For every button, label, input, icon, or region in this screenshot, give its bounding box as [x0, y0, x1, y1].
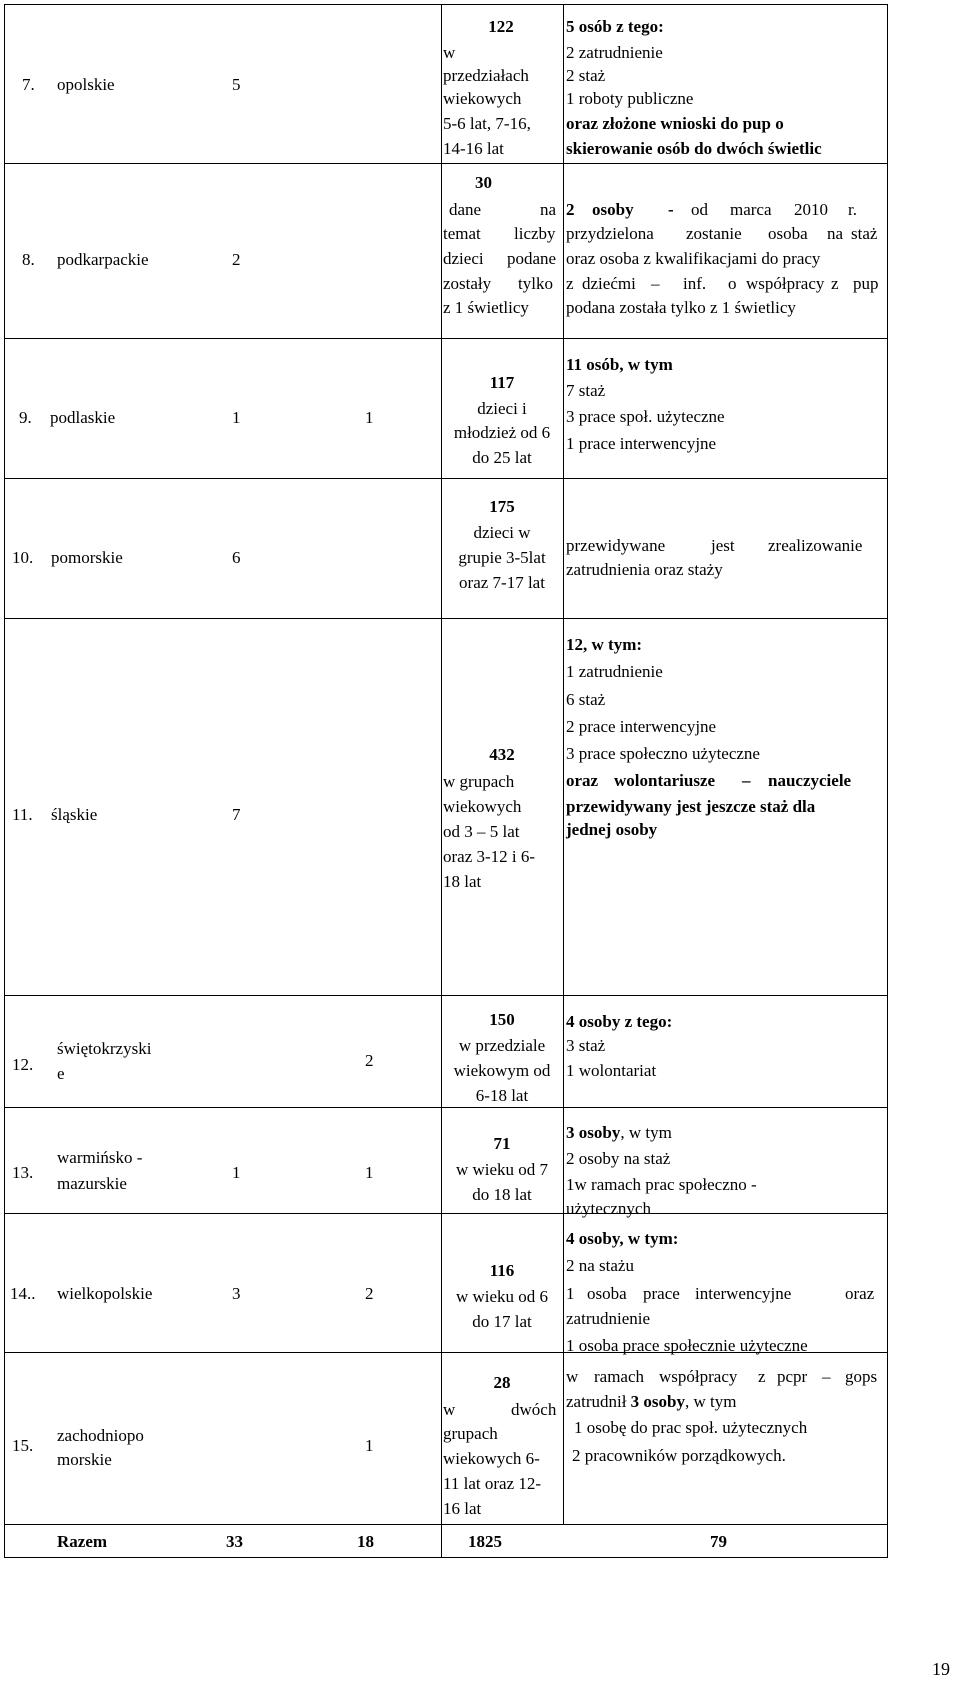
- children-desc-word: dane: [449, 200, 482, 219]
- children-count: 122: [488, 17, 514, 36]
- effects-word: od: [691, 200, 708, 219]
- children-desc: do 17 lat: [472, 1312, 532, 1331]
- children-desc-word: na: [540, 200, 557, 219]
- effects-line: 3 prace społeczno użyteczne: [566, 744, 760, 763]
- effects-word: współpracy: [746, 274, 825, 293]
- effects-line: [566, 1120, 672, 1146]
- children-count: 117: [489, 373, 515, 392]
- total-children: 1825: [468, 1532, 502, 1551]
- effects-word: zrealizowanie: [768, 536, 863, 555]
- children-desc: 18 lat: [443, 872, 482, 891]
- children-desc: wiekowych: [443, 89, 522, 108]
- effects-word: 2010: [794, 200, 828, 219]
- count-col4: 1: [365, 408, 374, 427]
- children-desc: młodzież od 6: [453, 423, 551, 442]
- count-col3: 3: [232, 1284, 241, 1303]
- effects-word: przewidywane: [566, 536, 666, 555]
- voivodeship-name: podkarpackie: [57, 250, 149, 269]
- col-border: [4, 4, 5, 1558]
- children-desc-word: tylko: [518, 274, 553, 293]
- effects-line: 6 staż: [566, 690, 606, 709]
- effects-word: prace: [643, 1284, 680, 1303]
- effects-word: zostanie: [686, 224, 742, 243]
- count-col4: 2: [365, 1051, 374, 1070]
- children-desc: wiekowym od: [453, 1061, 551, 1080]
- children-desc-word: temat: [443, 224, 481, 243]
- effects-line: 2 osoby na staż: [566, 1149, 671, 1168]
- effects-line: 4 osoby, w tym:: [566, 1229, 679, 1248]
- children-desc: 5-6 lat, 7-16,: [443, 114, 531, 133]
- effects-word: inf.: [683, 274, 707, 293]
- children-desc: przedziałach: [443, 66, 529, 85]
- effects-word: jest: [711, 536, 735, 555]
- children-desc-word: liczby: [514, 224, 556, 243]
- col-border: [887, 4, 888, 1558]
- voivodeship-name: e: [57, 1064, 65, 1083]
- effects-line: 3 staż: [566, 1036, 606, 1055]
- total-col3: 33: [226, 1532, 243, 1551]
- children-desc: do 18 lat: [472, 1185, 532, 1204]
- effects-word: z: [566, 274, 574, 293]
- children-count: 116: [489, 1261, 515, 1280]
- row-number: 11.: [12, 805, 33, 824]
- voivodeship-name: świętokrzyski: [57, 1039, 152, 1058]
- row-number: 7.: [22, 75, 35, 94]
- children-desc: wiekowych 6-: [443, 1449, 540, 1468]
- children-desc: grupach: [443, 1424, 498, 1443]
- row-number: 10.: [12, 548, 34, 567]
- children-desc: w wieku od 7: [455, 1160, 549, 1179]
- children-desc: w: [443, 43, 456, 62]
- count-col4: 1: [365, 1436, 374, 1455]
- effects-line: 2 prace interwencyjne: [566, 717, 717, 736]
- children-desc: w grupach: [443, 772, 515, 791]
- row-border: [4, 1524, 888, 1525]
- effects-word: osoby: [592, 200, 634, 219]
- children-desc: wiekowych: [443, 797, 522, 816]
- effects-word: osoba: [587, 1284, 627, 1303]
- effects-word: współpracy: [659, 1367, 738, 1386]
- count-col3: 6: [232, 548, 241, 567]
- effects-line: zatrudnienia oraz staży: [566, 560, 723, 579]
- children-desc: 6-18 lat: [475, 1086, 529, 1105]
- row-number: 9.: [19, 408, 32, 427]
- effects-word: -: [668, 200, 674, 219]
- effects-line: 4 osoby z tego:: [566, 1012, 673, 1031]
- effects-word: pup: [853, 274, 879, 293]
- effects-rest: zatrudnił: [566, 1392, 631, 1411]
- row-border: [4, 618, 888, 619]
- children-desc: grupie 3-5lat: [458, 548, 546, 567]
- children-desc-word: dzieci: [443, 249, 484, 268]
- row-number: 14..: [10, 1284, 36, 1303]
- children-count: 432: [489, 745, 515, 764]
- row-border: [4, 1213, 888, 1214]
- effects-line: 2 na stażu: [566, 1256, 634, 1275]
- effects-line: 1 zatrudnienie: [566, 662, 663, 681]
- children-desc: w przedziale: [458, 1036, 546, 1055]
- children-desc: 16 lat: [443, 1499, 482, 1518]
- effects-word: interwencyjne: [695, 1284, 792, 1303]
- children-desc: dzieci w: [473, 523, 531, 542]
- row-border: [4, 4, 888, 5]
- children-desc: dzieci i: [477, 399, 527, 418]
- effects-line: 1w ramach prac społeczno -: [566, 1175, 757, 1194]
- count-col3: 7: [232, 805, 241, 824]
- voivodeship-name: opolskie: [57, 75, 115, 94]
- effects-word: oraz: [566, 771, 599, 790]
- effects-line: przewidywany jest jeszcze staż dla: [566, 797, 816, 816]
- row-border: [4, 1557, 888, 1558]
- effects-line: 2 staż: [566, 66, 606, 85]
- effects-word: nauczyciele: [768, 771, 852, 790]
- children-desc: w wieku od 6: [455, 1287, 549, 1306]
- children-desc-word: podane: [507, 249, 557, 268]
- effects-word: przydzielona: [566, 224, 654, 243]
- effects-word: z: [758, 1367, 766, 1386]
- effects-line: oraz osoba z kwalifikacjami do pracy: [566, 249, 821, 268]
- total-label: Razem: [57, 1532, 108, 1551]
- effects-word: pcpr: [777, 1367, 808, 1386]
- children-count: 28: [493, 1373, 511, 1392]
- effects-line: jednej osoby: [566, 820, 658, 839]
- effects-word: –: [822, 1367, 831, 1386]
- voivodeship-name: morskie: [57, 1450, 112, 1469]
- effects-bold: 3 osoby: [630, 1392, 685, 1411]
- effects-word: osoba: [768, 224, 808, 243]
- voivodeship-name: podlaskie: [50, 408, 116, 427]
- row-number: 15.: [12, 1436, 34, 1455]
- total-effects: 79: [710, 1532, 727, 1551]
- effects-word: staż: [851, 224, 878, 243]
- voivodeship-name: śląskie: [51, 805, 98, 824]
- effects-word: 2: [566, 200, 575, 219]
- voivodeship-name: wielkopolskie: [57, 1284, 153, 1303]
- children-desc: 11 lat oraz 12-: [443, 1474, 542, 1493]
- count-col4: 1: [365, 1163, 374, 1182]
- effects-word: oraz: [845, 1284, 875, 1303]
- effects-word: dziećmi: [582, 274, 636, 293]
- effects-line: 1 roboty publiczne: [566, 89, 694, 108]
- effects-word: ramach: [594, 1367, 645, 1386]
- effects-line: 2 zatrudnienie: [566, 43, 663, 62]
- row-border: [4, 995, 888, 996]
- children-count: 71: [493, 1134, 511, 1153]
- effects-rest: , w tym: [685, 1392, 737, 1411]
- effects-word: marca: [730, 200, 772, 219]
- effects-line: zatrudnienie: [566, 1309, 651, 1328]
- effects-word: na: [827, 224, 844, 243]
- effects-word: gops: [845, 1367, 878, 1386]
- effects-word: o: [728, 274, 737, 293]
- row-number: 8.: [22, 250, 35, 269]
- children-count: 175: [489, 497, 515, 516]
- effects-line: 5 osób z tego:: [566, 17, 664, 36]
- effects-word: –: [651, 274, 660, 293]
- col-border: [563, 4, 564, 1524]
- count-col3: 2: [232, 250, 241, 269]
- count-col3: 5: [232, 75, 241, 94]
- effects-word: –: [742, 771, 751, 790]
- children-desc: 14-16 lat: [443, 139, 504, 158]
- effects-line: użytecznych: [566, 1199, 651, 1218]
- row-border: [4, 163, 888, 164]
- children-desc: oraz 7-17 lat: [459, 573, 545, 592]
- voivodeship-name: zachodniopo: [57, 1426, 144, 1445]
- effects-line: 11 osób, w tym: [566, 355, 673, 374]
- children-desc-word: dwóch: [511, 1400, 557, 1419]
- voivodeship-name: mazurskie: [57, 1174, 127, 1193]
- total-col4: 18: [357, 1532, 374, 1551]
- children-count: 30: [475, 173, 492, 192]
- children-count: 150: [489, 1010, 515, 1029]
- children-desc: do 25 lat: [472, 448, 532, 467]
- children-desc-word: zostały: [443, 274, 492, 293]
- effects-line: 1 prace interwencyjne: [566, 434, 717, 453]
- effects-line: 7 staż: [566, 381, 606, 400]
- effects-line: 12, w tym:: [566, 635, 643, 654]
- effects-line: podana została tylko z 1 świetlicy: [566, 298, 796, 317]
- children-desc: od 3 – 5 lat: [443, 822, 520, 841]
- effects-word: 1: [566, 1284, 575, 1303]
- children-desc: oraz 3-12 i 6-: [443, 847, 536, 866]
- effects-line: skierowanie osób do dwóch świetlic: [566, 139, 822, 158]
- row-number: 12.: [12, 1055, 34, 1074]
- children-desc-word: w: [443, 1400, 456, 1419]
- voivodeship-name: pomorskie: [51, 548, 123, 567]
- effects-word: r.: [848, 200, 857, 219]
- effects-word: wolontariusze: [614, 771, 716, 790]
- effects-word: z: [831, 274, 839, 293]
- effects-line: oraz złożone wnioski do pup o: [566, 114, 784, 133]
- count-col3: 1: [232, 408, 241, 427]
- row-border: [4, 338, 888, 339]
- row-border: [4, 478, 888, 479]
- row-number: 13.: [12, 1163, 34, 1182]
- effects-line: 2 pracowników porządkowych.: [572, 1446, 786, 1465]
- count-col3: 1: [232, 1163, 241, 1182]
- effects-line: 1 wolontariat: [566, 1061, 657, 1080]
- effects-line: 3 prace społ. użyteczne: [566, 407, 725, 426]
- children-desc: z 1 świetlicy: [443, 298, 529, 317]
- effects-bold: 3 osoby: [566, 1123, 621, 1142]
- effects-word: w: [566, 1367, 579, 1386]
- effects-line: 1 osoba prace społecznie użyteczne: [566, 1336, 808, 1355]
- count-col4: 2: [365, 1284, 374, 1303]
- voivodeship-name: warmińsko -: [57, 1148, 143, 1167]
- page-number: 19: [932, 1659, 950, 1679]
- effects-line: [566, 1389, 736, 1415]
- effects-rest: , w tym: [620, 1123, 672, 1142]
- effects-line: 1 osobę do prac społ. użytecznych: [574, 1418, 808, 1437]
